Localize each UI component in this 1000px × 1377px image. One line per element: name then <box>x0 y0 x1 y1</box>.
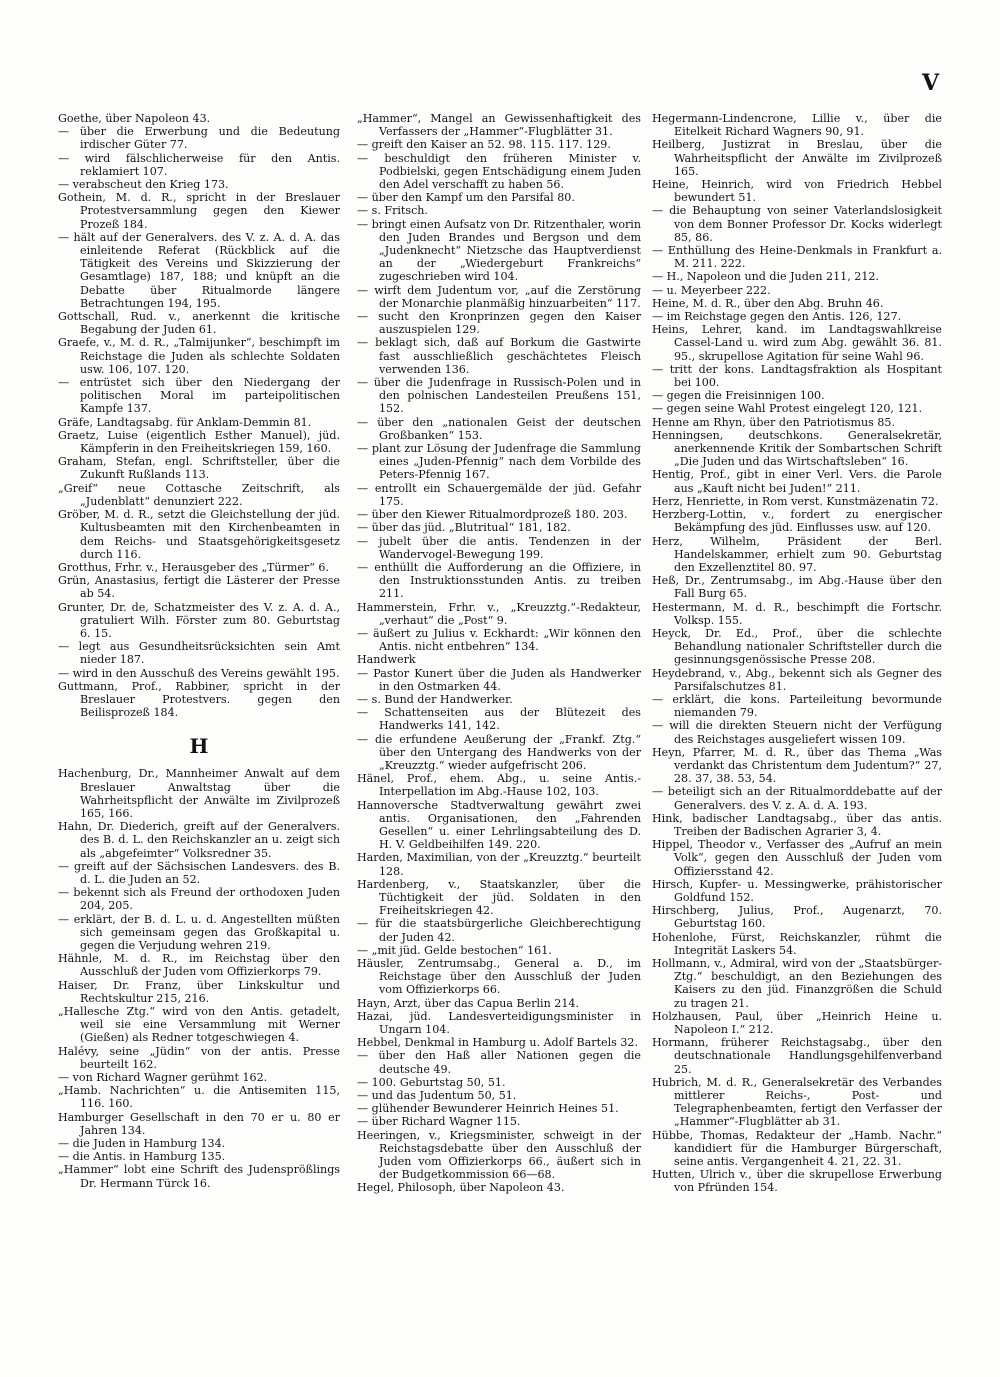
index-entry: Holzhausen, Paul, über „Heinrich Heine u. Napoleon I.“ 212. <box>652 1009 942 1037</box>
index-entry: Hubrich, M. d. R., Generalsekretär des Verbandes mittlerer Reichs-, Post- und Telegraphenbeamten, fertigt den Verfasser der „Hammer“-Flugblätter ab 31. <box>652 1075 942 1129</box>
index-entry: Gröber, M. d. R., setzt die Gleichstellung der jüd. Kultusbeamten mit den Kirchenbeamten in dem Reichs- und Staatsgehörigkeitsgesetz durch 116. <box>58 508 340 561</box>
index-entry: Hirsch, Kupfer- u. Messingwerke, prähistorischer Goldfund 152. <box>652 877 942 904</box>
index-entry: — legt aus Gesundheitsrücksichten sein Amt nieder 187. <box>58 640 340 667</box>
index-entry: Hänel, Prof., ehem. Abg., u. seine Antis.-Interpellation im Abg.-Hause 102, 103. <box>357 772 641 799</box>
index-entry: Grotthus, Frhr. v., Herausgeber des „Türmer“ 6. <box>58 560 330 574</box>
index-column-3 <box>652 112 942 1195</box>
index-entry: Gräfe, Landtagsabg. für Anklam-Demmin 81. <box>58 415 312 429</box>
index-entry: Herzberg-Lottin, v., fordert zu energischer Bekämpfung des jüd. Einflusses usw. auf 120. <box>652 508 942 535</box>
index-entry: „Greif“ neue Cottasche Zeitschrift, als „Judenblatt“ denunziert 222. <box>58 481 340 508</box>
index-entry: — beschuldigt den früheren Minister v. Podbielski, gegen Entschädigung einem Juden den Adel verschafft zu haben 56. <box>357 151 641 192</box>
index-entry: — bekennt sich als Freund der orthodoxen Juden 204, 205. <box>58 886 340 913</box>
index-entry: — Pastor Kunert über die Juden als Handwerker in den Ostmarken 44. <box>357 666 641 693</box>
index-entry: — hält auf der Generalvers. des V. z. A. d. A. das einleitende Referat (Rückblick auf die Tätigkeit des Vereins und Skizzierung der Gesamtlage) 187, 188; und knüpft an die Debatte über Ritualmorde längere Betrachtungen 194, 195. <box>58 230 340 310</box>
index-entry: — H., Napoleon und die Juden 211, 212. <box>652 270 879 284</box>
index-entry: — greift den Kaiser an 52. 98. 115. 117. 129. <box>357 138 611 152</box>
index-entry: — von Richard Wagner gerühmt 162. <box>58 1071 268 1085</box>
index-entry: — über Richard Wagner 115. <box>357 1115 521 1129</box>
index-entry: Hamburger Gesellschaft in den 70 er u. 80 er Jahren 134. <box>58 1110 340 1137</box>
index-entry: Heß, Dr., Zentrumsabg., im Abg.-Hause über den Fall Burg 65. <box>652 574 942 601</box>
index-entry: Graham, Stefan, engl. Schriftsteller, über die Zukunft Rußlands 113. <box>58 455 340 482</box>
index-entry: — 100. Geburtstag 50, 51. <box>357 1075 506 1089</box>
index-entry: — u. Meyerbeer 222. <box>652 283 771 297</box>
index-entry: — über die Judenfrage in Russisch-Polen und in den polnischen Landesteilen Preußens 151, 152. <box>357 376 641 416</box>
index-entry: — tritt der kons. Landtagsfraktion als Hospitant bei 100. <box>652 362 942 390</box>
index-entry: Goethe, über Napoleon 43. <box>58 112 211 125</box>
index-entry: — im Reichstage gegen den Antis. 126, 127. <box>652 310 902 324</box>
index-entry: — äußert zu Julius v. Eckhardt: „Wir können den Antis. nicht entbehren“ 134. <box>357 626 641 654</box>
index-entry: — für die staatsbürgerliche Gleichberechtigung der Juden 42. <box>357 917 641 944</box>
index-entry: Hebbel, Denkmal in Hamburg u. Adolf Bartels 32. <box>357 1036 639 1050</box>
index-entry: Henningsen, deutschkons. Generalsekretär, anerkennende Kritik der Sombartschen Schrift „Die Juden und das Wirtschaftsleben“ 16. <box>652 428 942 469</box>
index-entry: Heydebrand, v., Abg., bekennt sich als Gegner des Parsifalschutzes 81. <box>652 666 942 693</box>
index-entry: „Hammer“, Mangel an Gewissenhaftigkeit des Verfassers der „Hammer“-Flugblätter 31. <box>357 112 641 139</box>
index-entry: Guttmann, Prof., Rabbiner, spricht in der Breslauer Protestvers. gegen den Beilisprozeß 184. <box>58 679 340 720</box>
index-entry: „Hammer“ lobt eine Schrift des Judensprößlings Dr. Hermann Türck 16. <box>58 1163 340 1190</box>
index-entry: — bringt einen Aufsatz von Dr. Ritzenthaler, worin den Juden Brandes und Bergson und dem „Judenknecht“ Nietzsche das Hauptverdienst an der „Wiedergeburt Frankreichs“ zugeschrieben wird 104. <box>357 217 641 284</box>
index-entry: — greift auf der Sächsischen Landesvers. des B. d. L. die Juden an 52. <box>58 859 340 886</box>
index-entry: Hentig, Prof., gibt in einer Verl. Vers. die Parole aus „Kauft nicht bei Juden!“ 211. <box>652 468 942 495</box>
index-entry: „Hamb. Nachrichten“ u. die Antisemiten 115, 116. 160. <box>58 1084 340 1111</box>
index-entry: Heyck, Dr. Ed., Prof., über die schlechte Behandlung nationaler Schriftsteller durch die gesinnungsgenössische Presse 208. <box>652 626 942 667</box>
index-entry: — über den „nationalen Geist der deutschen Großbanken“ 153. <box>357 415 641 442</box>
index-entry: — gegen seine Wahl Protest eingelegt 120, 121. <box>652 402 923 416</box>
index-entry: Herz, Henriette, in Rom verst. Kunstmäzenatin 72. <box>652 494 939 508</box>
index-column-2 <box>357 112 641 1195</box>
index-entry: Hegel, Philosoph, über Napoleon 43. <box>357 1181 565 1195</box>
index-entry: — sucht den Kronprinzen gegen den Kaiser auszuspielen 129. <box>357 310 641 337</box>
page-number-mark: V <box>922 70 938 96</box>
index-entry: Hutten, Ulrich v., über die skrupellose Erwerbung von Pfründen 154. <box>652 1168 942 1195</box>
index-entry: Hestermann, M. d. R., beschimpft die Fortschr. Volksp. 155. <box>652 600 942 627</box>
index-entry: Hirschberg, Julius, Prof., Augenarzt, 70. Geburtstag 160. <box>652 904 942 931</box>
index-entry: Hannoversche Stadtverwaltung gewährt zwei antis. Organisationen, den „Fahrenden Gesellen“ u. einer Lehrlingsabteilung des D. H. V. Geldbeihilfen 149. 220. <box>357 798 641 852</box>
index-entry: Hippel, Theodor v., Verfasser des „Aufruf an mein Volk“, gegen den Ausschluß der Juden vom Offiziersstand 42. <box>652 838 942 878</box>
index-entry: Haiser, Dr. Franz, über Linkskultur und Rechtskultur 215, 216. <box>58 978 340 1005</box>
index-entry: Hähnle, M. d. R., im Reichstag über den Ausschluß der Juden vom Offizierkorps 79. <box>58 952 340 979</box>
index-entry: Gothein, M. d. R., spricht in der Breslauer Protestversammlung gegen den Kiewer Prozeß 184. <box>58 191 340 231</box>
index-entry: Henne am Rhyn, über den Patriotismus 85. <box>652 415 896 429</box>
index-entry: — s. Bund der Handwerker. <box>357 692 513 706</box>
index-entry: — über das jüd. „Blutritual“ 181, 182. <box>357 521 571 535</box>
index-entry: Herz, Wilhelm, Präsident der Berl. Handelskammer, erhielt zum 90. Geburtstag den Exzellenztitel 80. 97. <box>652 534 942 574</box>
index-entry: Heins, Lehrer, kand. im Landtagswahlkreise Cassel-Land u. wird zum Abg. gewählt 36. 81. 95., skrupellose Agitation für seine Wahl 96. <box>652 323 942 363</box>
index-entry: — über den Haß aller Nationen gegen die deutsche 49. <box>357 1049 641 1076</box>
index-entry: — und das Judentum 50, 51. <box>357 1089 517 1103</box>
index-entry: — die Juden in Hamburg 134. <box>58 1137 226 1151</box>
index-entry: Handwerk <box>357 653 416 667</box>
index-entry: Hollmann, v., Admiral, wird von der „Staatsbürger-Ztg.“ beschuldigt, an den Beziehungen des Kaisers zu den jüd. Finanzgrößen die Schuld zu tragen 21. <box>652 957 942 1010</box>
index-entry: Gottschall, Rud. v., anerkennt die kritische Begabung der Juden 61. <box>58 310 340 337</box>
index-entry: Hohenlohe, Fürst, Reichskanzler, rühmt die Integrität Laskers 54. <box>652 930 942 957</box>
index-entry: — über den Kampf um den Parsifal 80. <box>357 191 575 205</box>
index-entry: Heilberg, Justizrat in Breslau, über die Wahrheitspflicht der Anwälte im Zivilprozeß 165. <box>652 138 942 178</box>
index-entry: Hübbe, Thomas, Redakteur der „Hamb. Nachr.“ kandidiert für die Hamburger Bürgerschaft, seine antis. Vergangenheit 4. 21, 22. 31. <box>652 1128 942 1169</box>
index-entry: — über den Kiewer Ritualmordprozeß 180. 203. <box>357 508 628 522</box>
index-entry: — verabscheut den Krieg 173. <box>58 178 229 192</box>
index-entry: Hardenberg, v., Staatskanzler, über die Tüchtigkeit der jüd. Soldaten in den Freiheitskriegen 42. <box>357 877 641 918</box>
index-entry: Hormann, früherer Reichstagsabg., über den deutschnationale Handlungsgehilfenverband 25. <box>652 1036 942 1076</box>
index-entry: — die erfundene Aeußerung der „Frankf. Ztg.“ über den Untergang des Handwerks von der „Kreuzztg.“ wieder aufgefrischt 206. <box>357 732 641 772</box>
index-entry: Häusler, Zentrumsabg., General a. D., im Reichstage über den Ausschluß der Juden vom Offizierkorps 66. <box>357 957 641 997</box>
index-entry: — s. Fritsch. <box>357 204 428 218</box>
index-entry: — „mit jüd. Gelde bestochen“ 161. <box>357 943 552 957</box>
index-entry: — glühender Bewunderer Heinrich Heines 51. <box>357 1102 619 1116</box>
index-entry: Hazai, jüd. Landesverteidigungsminister in Ungarn 104. <box>357 1009 641 1037</box>
index-entry: — erklärt, der B. d. L. u. d. Angestellten müßten sich gemeinsam gegen das Großkapital u. gegen die Verjudung wehren 219. <box>58 912 340 952</box>
index-entry: — entrüstet sich über den Niedergang der politischen Moral im parteipolitischen Kampfe 137. <box>58 376 340 416</box>
index-entry: Grün, Anastasius, fertigt die Lästerer der Presse ab 54. <box>58 574 340 601</box>
index-entry: — wirft dem Judentum vor, „auf die Zerstörung der Monarchie planmäßig hinzuarbeiten“ 117. <box>357 283 641 310</box>
index-entry: — gegen die Freisinnigen 100. <box>652 389 825 403</box>
index-entry: Heine, Heinrich, wird von Friedrich Hebbel bewundert 51. <box>652 178 942 205</box>
index-entry: — enthüllt die Aufforderung an die Offiziere, in den Instruktionsstunden Antis. zu treiben 211. <box>357 560 641 601</box>
index-entry: Hegermann-Lindencrone, Lillie v., über die Eitelkeit Richard Wagners 90, 91. <box>652 112 942 139</box>
index-entry: Hayn, Arzt, über das Capua Berlin 214. <box>357 996 579 1010</box>
index-column-1 <box>58 112 340 1190</box>
index-entry: Heine, M. d. R., über den Abg. Bruhn 46. <box>652 296 884 310</box>
index-entry: Hammerstein, Frhr. v., „Kreuzztg.“-Redakteur, „verhaut“ die „Post“ 9. <box>357 600 641 627</box>
index-entry: Grunter, Dr. de, Schatzmeister des V. z. A. d. A., gratuliert Wilh. Förster zum 80. Geburtstag 6. 15. <box>58 600 340 640</box>
index-entry: — beteiligt sich an der Ritualmorddebatte auf der Generalvers. des V. z. A. d. A. 193. <box>652 785 942 812</box>
index-entry: Hahn, Dr. Diederich, greift auf der Generalvers. des B. d. L. den Reichskanzler an u. zeigt sich als „abgefeimter“ Volksredner 35. <box>58 820 340 860</box>
index-entry: „Hallesche Ztg.“ wird von den Antis. getadelt, weil sie eine Versammlung mit Werner (Gießen) als Redner totgeschwiegen 4. <box>58 1005 340 1045</box>
index-entry: Harden, Maximilian, von der „Kreuzztg.“ beurteilt 128. <box>357 851 641 878</box>
index-entry: — über die Erwerbung und die Bedeutung irdischer Güter 77. <box>58 125 340 152</box>
index-entry: — beklagt sich, daß auf Borkum die Gastwirte fast ausschließlich geschächtetes Fleisch verwenden 136. <box>357 336 641 376</box>
index-entry: Graefe, v., M. d. R., „Talmijunker“, beschimpft im Reichstage die Juden als schlechte Soldaten usw. 106, 107. 120. <box>58 336 340 376</box>
index-entry: Heeringen, v., Kriegsminister, schweigt in der Reichstagsdebatte über den Ausschluß der Juden vom Offizierkorps 66., äußert sich in der Budgetkommission 66—68. <box>357 1128 641 1182</box>
index-entry: — jubelt über die antis. Tendenzen in der Wandervogel-Bewegung 199. <box>357 534 641 561</box>
index-entry: — entrollt ein Schauergemälde der jüd. Gefahr 175. <box>357 481 641 508</box>
index-entry: — Schattenseiten aus der Blütezeit des Handwerks 141, 142. <box>357 706 641 733</box>
index-entry: Graetz, Luise (eigentlich Esther Manuel), jüd. Kämpferin in den Freiheitskriegen 159, 160. <box>58 428 340 456</box>
index-entry: Hachenburg, Dr., Mannheimer Anwalt auf dem Breslauer Anwaltstag über die Wahrheitspflicht der Anwälte im Zivilprozeß 165, 166. <box>58 767 340 820</box>
index-entry: Hink, badischer Landtagsabg., über das antis. Treiben der Badischen Agrarier 3, 4. <box>652 811 942 838</box>
index-entry: — die Behauptung von seiner Vaterlandslosigkeit von dem Bonner Professor Dr. Kocks widerlegt 85, 86. <box>652 204 942 244</box>
index-entry: — wird fälschlicherweise für den Antis. reklamiert 107. <box>58 151 340 178</box>
index-entry: — die Antis. in Hamburg 135. <box>58 1150 226 1164</box>
index-entry: Halévy, seine „Jüdin“ von der antis. Presse beurteilt 162. <box>58 1044 340 1071</box>
index-entry: — wird in den Ausschuß des Vereins gewählt 195. <box>58 666 340 680</box>
index-entry: Heyn, Pfarrer, M. d. R., über das Thema „Was verdankt das Christentum dem Judentum?“ 27, 28. 37, 38. 53, 54. <box>652 745 942 786</box>
section-letter-heading: H <box>189 734 209 759</box>
index-entry: — will die direkten Steuern nicht der Verfügung des Reichstages ausgeliefert wissen 109. <box>652 719 942 746</box>
index-entry: — Enthüllung des Heine-Denkmals in Frankfurt a. M. 211. 222. <box>652 244 942 271</box>
index-entry: — erklärt, die kons. Parteileitung bevormunde niemanden 79. <box>652 692 942 720</box>
index-entry: — plant zur Lösung der Judenfrage die Sammlung eines „Juden-Pfennig“ nach dem Vorbilde des Peters-Pfennig 167. <box>357 442 641 482</box>
